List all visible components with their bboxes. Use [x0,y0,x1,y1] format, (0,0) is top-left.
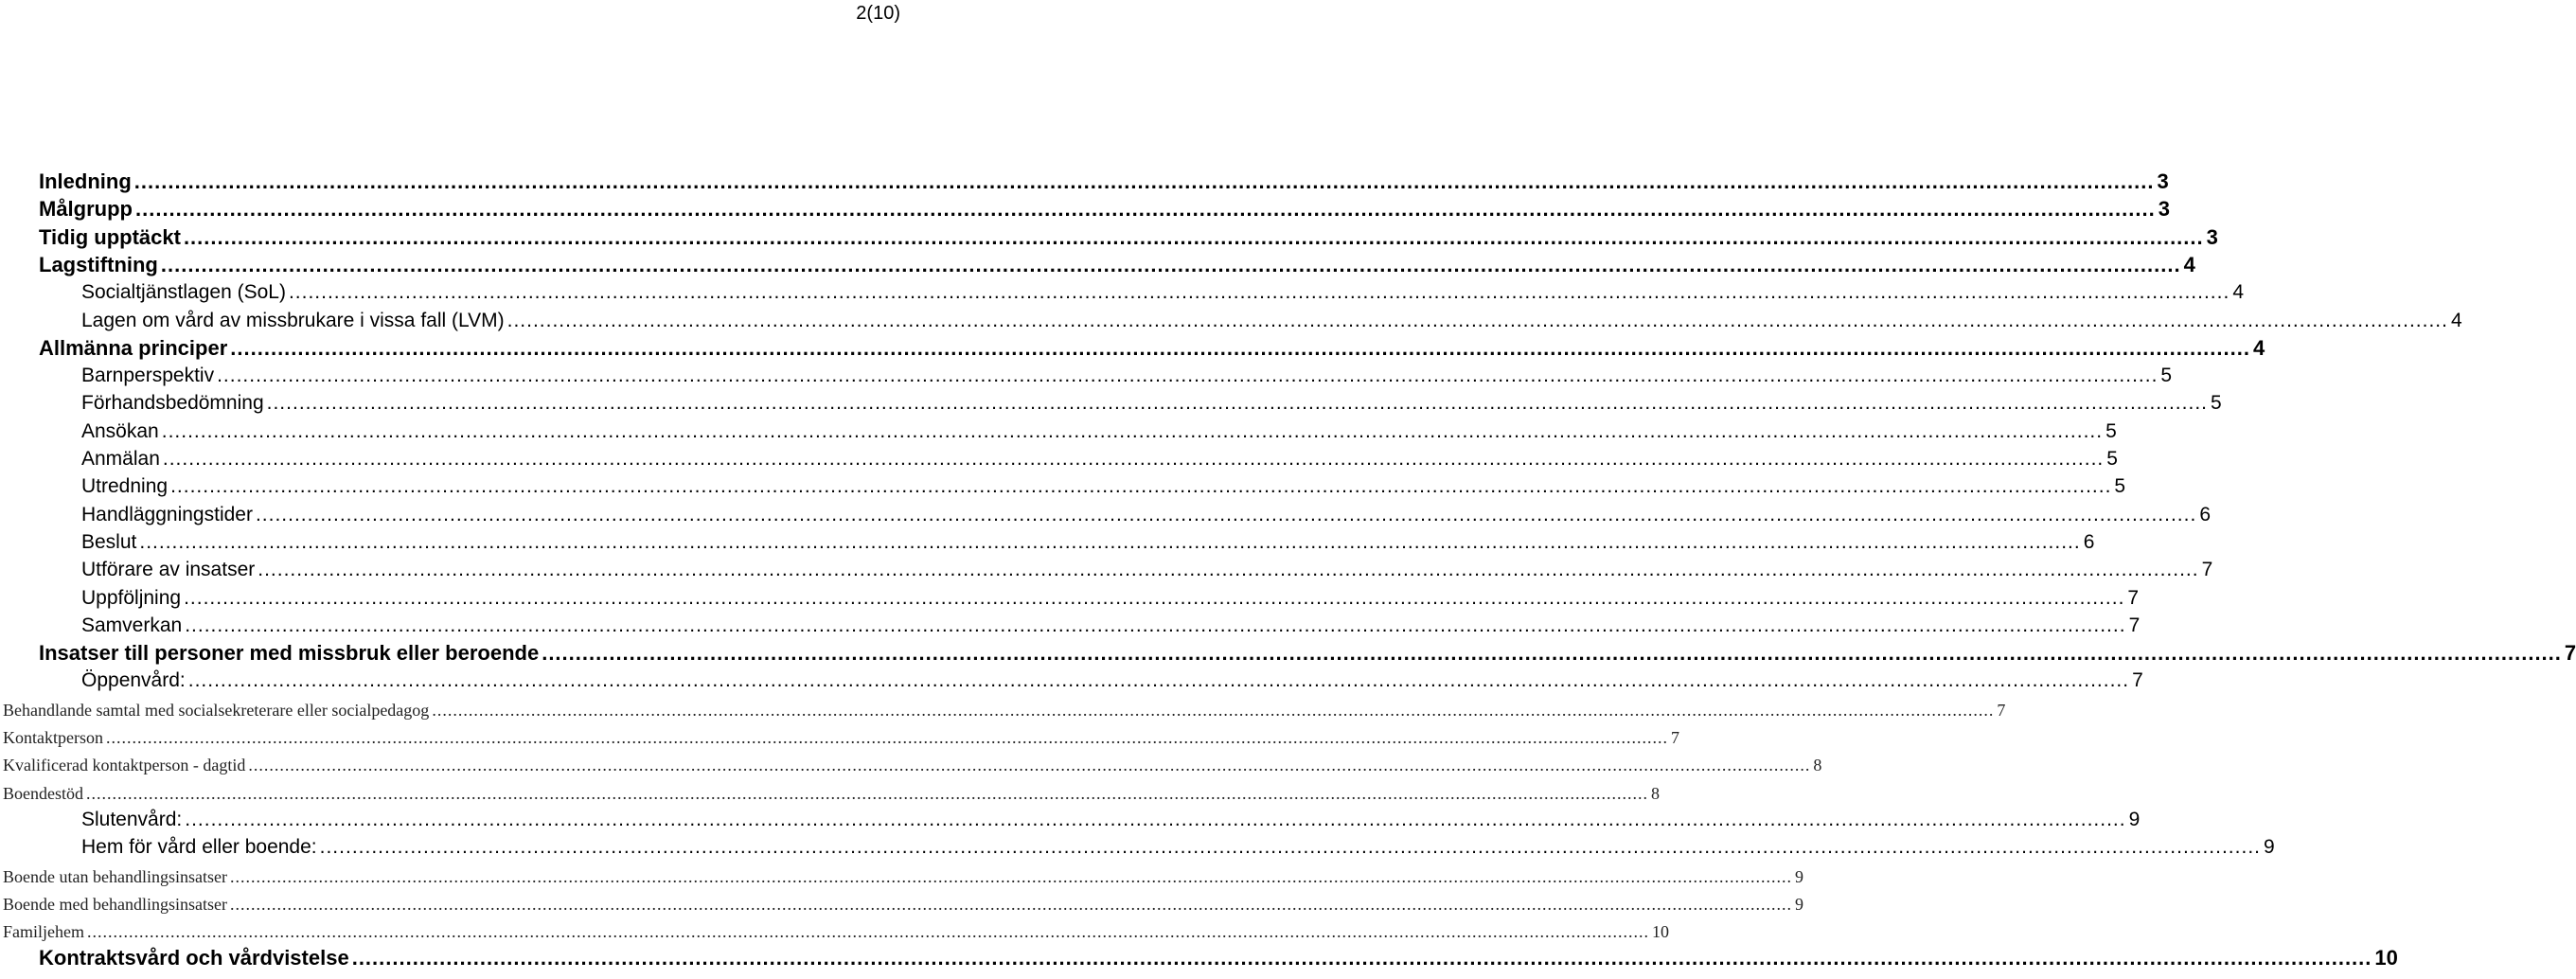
page-number: 2(10) [856,3,900,24]
toc-entry-page: 3 [2206,224,2218,249]
toc-dot-leader: ............................................................................................................................................................................................................................................................................................................ [229,894,1792,914]
toc-entry-title: Boende med behandlingsinsatser [3,894,227,914]
toc-dot-leader: ............................................................................................................................................................................................................................................................................................................ [230,335,2250,360]
toc-dot-leader: ............................................................................................................................................................................................................................................................................................................ [319,836,2261,859]
toc-entry-title: Kontaktperson [3,728,103,747]
toc-entry[interactable] [0,277,2244,305]
toc-entry-page: 9 [2263,836,2275,859]
toc-entry[interactable] [0,222,2218,250]
toc-entry[interactable] [0,555,2213,582]
toc-entry-title: Socialtjänstlagen (SoL) [81,281,286,304]
toc-dot-leader: ............................................................................................................................................................................................................................................................................................................ [351,946,2372,970]
toc-dot-leader: ............................................................................................................................................................................................................................................................................................................ [160,252,2181,276]
toc-entry-title: Lagstiftning [39,252,158,276]
toc-entry-page: 4 [2183,252,2195,276]
toc-entry-title: Familjehem [3,922,84,942]
toc-entry[interactable] [0,777,1660,805]
toc-entry-title: Uppföljning [81,586,182,609]
toc-entry[interactable] [0,250,2195,277]
toc-entry[interactable] [0,749,1822,776]
toc-entry-title: Boende utan behandlingsinsatser [3,866,227,886]
toc-entry[interactable] [0,167,2169,194]
toc-entry[interactable] [0,611,2141,638]
toc-dot-leader: ............................................................................................................................................................................................................................................................................................................ [105,728,1668,747]
toc-dot-leader: ............................................................................................................................................................................................................................................................................................................ [248,756,1811,775]
toc-entry-title: Lagen om vård av missbrukare i vissa fall (LVM) [81,309,505,331]
toc-entry-page: 7 [1670,728,1679,747]
toc-entry-page: 7 [2127,586,2140,609]
toc-dot-leader: ............................................................................................................................................................................................................................................................................................................ [185,808,2126,830]
toc-entry-page: 5 [2210,392,2222,415]
toc-entry[interactable] [0,306,2462,333]
toc-entry-page: 10 [2374,946,2398,970]
toc-dot-leader: ............................................................................................................................................................................................................................................................................................................ [266,392,2208,415]
toc-dot-leader: ............................................................................................................................................................................................................................................................................................................ [133,169,2155,193]
toc-entry-title: Utredning [81,475,169,498]
toc-entry-title: Barnperspektiv [81,365,215,387]
toc-entry[interactable] [0,916,1669,943]
toc-dot-leader: ............................................................................................................................................................................................................................................................................................................ [506,309,2448,331]
toc-entry-page: 7 [2132,669,2143,692]
toc-dot-leader: ............................................................................................................................................................................................................................................................................................................ [161,419,2104,442]
toc-entry-page: 7 [2201,559,2213,581]
toc-dot-leader: ............................................................................................................................................................................................................................................................................................................ [229,866,1792,886]
toc-entry-page: 7 [1997,700,2006,720]
toc-dot-leader: ............................................................................................................................................................................................................................................................................................................ [135,197,2156,222]
toc-entry-page: 7 [2564,641,2576,666]
toc-entry-page: 5 [2106,448,2118,470]
toc-dot-leader: ............................................................................................................................................................................................................................................................................................................ [288,281,2230,304]
toc-entry-title: Inledning [39,169,132,193]
toc-entry[interactable] [0,943,2398,970]
toc-entry[interactable] [0,472,2126,499]
toc-entry-page: 7 [2128,614,2141,636]
toc-entry[interactable] [0,861,1803,888]
toc-dot-leader: ............................................................................................................................................................................................................................................................................................................ [255,503,2197,525]
toc-entry-title: Förhandsbedömning [81,392,264,415]
toc-entry-title: Slutenvård: [81,808,183,830]
toc-entry[interactable] [0,694,2006,721]
toc-entry-page: 6 [2199,503,2211,525]
toc-entry-page: 5 [2114,475,2126,498]
toc-entry-page: 8 [1813,756,1822,775]
toc-entry[interactable] [0,666,2143,693]
toc-entry-title: Kontraktsvård och vårdvistelse [39,946,349,970]
toc-entry-page: 9 [1794,866,1803,886]
toc-entry-page: 5 [2160,365,2173,387]
toc-entry-title: Boendestöd [3,783,83,803]
toc-entry-title: Allmänna principer [39,335,228,360]
toc-entry-page: 4 [2232,281,2244,304]
toc-entry[interactable] [0,527,2095,555]
toc-dot-leader: ............................................................................................................................................................................................................................................................................................................ [217,365,2159,387]
toc-entry-title: Öppenvård: [81,669,186,692]
toc-entry-title: Insatser till personer med missbruk eller beroende [39,641,540,666]
toc-entry-page: 9 [1794,894,1803,914]
toc-entry-page: 5 [2105,419,2117,442]
toc-entry-page: 4 [2450,309,2462,331]
toc-entry-page: 9 [2128,808,2141,830]
toc-entry-title: Kvalificerad kontaktperson - dagtid [3,756,246,775]
toc-entry-page: 3 [2158,197,2170,222]
toc-dot-leader: ............................................................................................................................................................................................................................................................................................................ [139,530,2081,553]
toc-dot-leader: ............................................................................................................................................................................................................................................................................................................ [432,700,1995,720]
toc-dot-leader: ............................................................................................................................................................................................................................................................................................................ [86,783,1648,803]
toc-entry-title: Samverkan [81,614,183,636]
toc-entry[interactable] [0,805,2141,832]
toc-entry[interactable] [0,832,2275,860]
toc-entry-title: Anmälan [81,448,160,470]
toc-dot-leader: ............................................................................................................................................................................................................................................................................................................ [86,922,1649,942]
toc-entry-title: Hem för vård eller boende: [81,836,317,859]
toc-entry-page: 10 [1651,922,1669,942]
toc-entry[interactable] [0,583,2140,611]
toc-dot-leader: ............................................................................................................................................................................................................................................................................................................ [258,559,2199,581]
toc-entry-title: Handläggningstider [81,503,253,525]
toc-entry-page: 3 [2157,169,2169,193]
toc-entry[interactable] [0,417,2117,444]
toc-dot-leader: ............................................................................................................................................................................................................................................................................................................ [187,669,2130,692]
toc-entry-title: Utförare av insatser [81,559,256,581]
toc-entry-title: Behandlande samtal med socialsekreterare eller socialpedagog [3,700,430,720]
toc-entry-page: 6 [2083,530,2095,553]
toc-entry[interactable] [0,333,2265,361]
toc-entry[interactable] [0,638,2576,666]
toc-dot-leader: ............................................................................................................................................................................................................................................................................................................ [170,475,2112,498]
toc-entry-title: Beslut [81,530,137,553]
toc-dot-leader: ............................................................................................................................................................................................................................................................................................................ [162,448,2105,470]
toc-entry[interactable] [0,888,1803,916]
toc-entry-title: Tidig upptäckt [39,224,181,249]
toc-dot-leader: ............................................................................................................................................................................................................................................................................................................ [183,224,2204,249]
toc-dot-leader: ............................................................................................................................................................................................................................................................................................................ [542,641,2562,666]
toc-entry-page: 8 [1651,783,1660,803]
toc-entry[interactable] [0,361,2173,388]
toc-dot-leader: ............................................................................................................................................................................................................................................................................................................ [184,586,2125,609]
toc-entry[interactable] [0,444,2118,472]
toc-entry[interactable] [0,500,2211,527]
toc-entry[interactable] [0,721,1679,749]
toc-entry[interactable] [0,194,2170,222]
toc-dot-leader: ............................................................................................................................................................................................................................................................................................................ [185,614,2126,636]
toc-entry[interactable] [0,388,2222,416]
toc-entry-title: Målgrupp [39,197,133,222]
toc-entry-page: 4 [2252,335,2265,360]
toc-entry-title: Ansökan [81,419,159,442]
